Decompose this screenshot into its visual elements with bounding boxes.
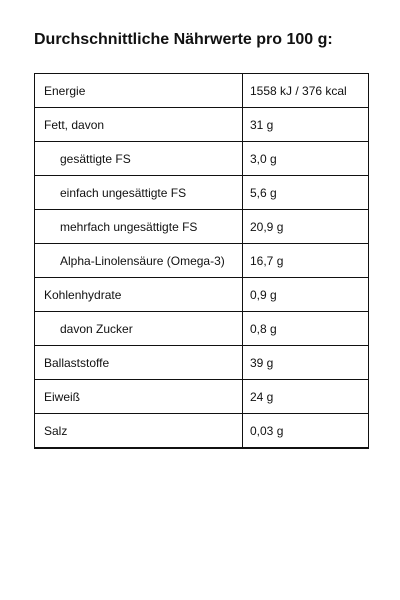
table-row [35,244,369,278]
row-label: Ballaststoffe [35,346,243,380]
nutrition-table [34,73,369,449]
row-value: 31 g [243,108,369,142]
row-label: Salz [35,414,243,449]
table-row [35,176,369,210]
row-value: 39 g [243,346,369,380]
row-value: 3,0 g [243,142,369,176]
row-value: 0,03 g [243,414,369,449]
row-value: 0,8 g [243,312,369,346]
table-row [35,312,369,346]
row-value: 20,9 g [243,210,369,244]
table-row [35,108,369,142]
row-value: 24 g [243,380,369,414]
row-label: Fett, davon [35,108,243,142]
row-label: Kohlenhydrate [35,278,243,312]
row-value: 5,6 g [243,176,369,210]
table-row [35,142,369,176]
row-label: Energie [35,74,243,108]
page-title: Durchschnittliche Nährwerte pro 100 g: [34,31,333,48]
row-label: Alpha-Linolensäure (Omega-3) [35,244,243,278]
table-row [35,74,369,108]
row-value: 16,7 g [243,244,369,278]
row-value: 1558 kJ / 376 kcal [243,74,369,108]
table-row [35,346,369,380]
table-row [35,210,369,244]
table-row [35,414,369,449]
row-label: einfach ungesättigte FS [35,176,243,210]
table-row [35,278,369,312]
row-label: gesättigte FS [35,142,243,176]
table-row [35,380,369,414]
row-label: davon Zucker [35,312,243,346]
row-label: mehrfach ungesättigte FS [35,210,243,244]
row-value: 0,9 g [243,278,369,312]
row-label: Eiweiß [35,380,243,414]
